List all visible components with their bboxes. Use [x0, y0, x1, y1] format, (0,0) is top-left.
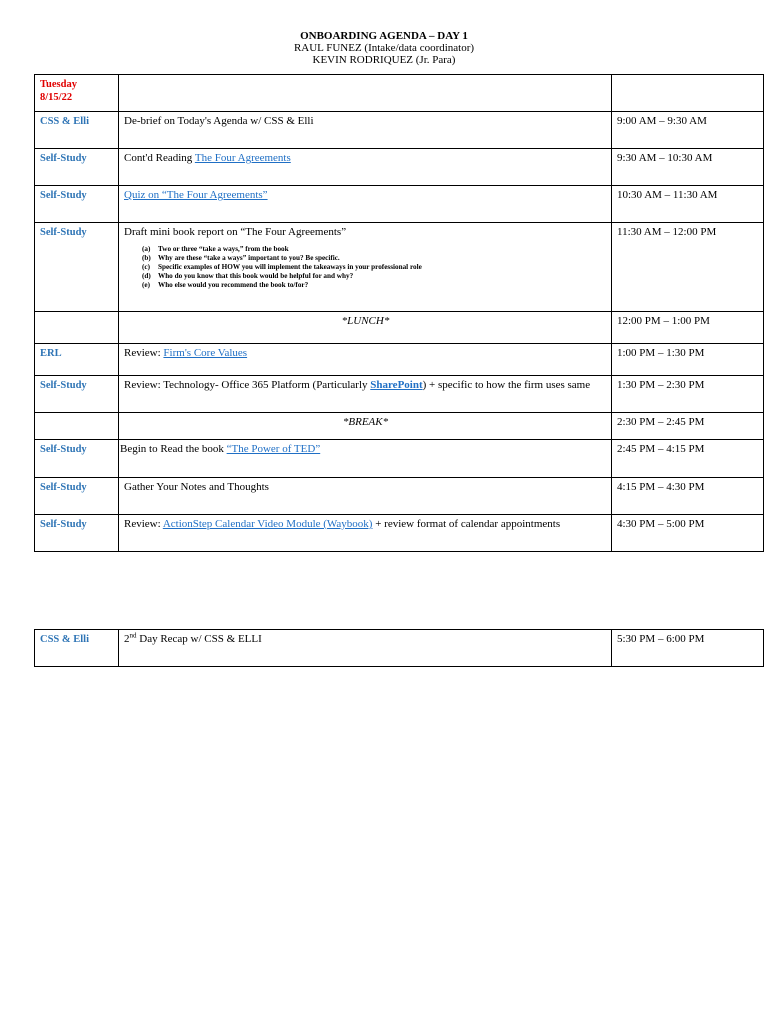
table-row — [35, 223, 764, 312]
table-row — [35, 376, 764, 413]
time-cell: 1:30 PM – 2:30 PM — [612, 376, 764, 413]
list-item: (c) Specific examples of HOW you will implement the takeaways in your professional role — [142, 263, 422, 271]
owner-label: Self-Study — [40, 519, 87, 530]
time-cell: 5:30 PM – 6:00 PM — [612, 630, 764, 667]
core-values-link[interactable]: Firm's Core Values — [163, 347, 248, 359]
document-header — [0, 30, 768, 66]
activity-cell: Cont'd Reading The Four Agreements — [119, 149, 612, 186]
activity-cell: De-brief on Today's Agenda w/ CSS & Elli — [119, 112, 612, 149]
table-row — [35, 413, 764, 440]
owner-label: ERL — [40, 348, 62, 359]
table-row — [35, 515, 764, 552]
table-row — [35, 312, 764, 344]
time-cell: 9:00 AM – 9:30 AM — [612, 112, 764, 149]
para-line: KEVIN RODRIQUEZ (Jr. Para) — [312, 54, 456, 66]
table-row — [35, 75, 764, 112]
activity-cell: Gather Your Notes and Thoughts — [119, 478, 612, 515]
table-row — [35, 112, 764, 149]
table-row — [35, 440, 764, 478]
day-label: Tuesday — [40, 79, 77, 90]
table-row — [35, 186, 764, 223]
activity-cell: Begin to Read the book “The Power of TED” — [119, 440, 612, 478]
activity-cell: Review: Technology- Office 365 Platform (Particularly SharePoint) + specific to how the firm uses same — [119, 376, 612, 413]
power-of-ted-link[interactable]: “The Power of TED” — [226, 443, 321, 455]
agenda-title: ONBOARDING AGENDA – DAY 1 — [300, 30, 468, 42]
table-row — [35, 344, 764, 376]
owner-label: Self-Study — [40, 380, 87, 391]
table-row — [35, 149, 764, 186]
activity-cell: Review: ActionStep Calendar Video Module (Waybook) + review format of calendar appointments — [119, 515, 612, 552]
time-cell: 12:00 PM – 1:00 PM — [612, 312, 764, 344]
time-cell: 11:30 AM – 12:00 PM — [612, 223, 764, 312]
owner-label: Self-Study — [40, 482, 87, 493]
actionstep-link[interactable]: ActionStep Calendar Video Module (Waybook) — [162, 518, 373, 530]
lunch-break: *LUNCH* — [119, 312, 612, 344]
quiz-link[interactable]: Quiz on “The Four Agreements” — [124, 189, 268, 201]
date-cell — [35, 75, 119, 112]
time-cell: 2:30 PM – 2:45 PM — [612, 413, 764, 440]
activity-cell: Review: Firm's Core Values — [119, 344, 612, 376]
time-cell: 4:15 PM – 4:30 PM — [612, 478, 764, 515]
owner-label: Self-Study — [40, 444, 87, 455]
time-cell: 9:30 AM – 10:30 AM — [612, 149, 764, 186]
activity-cell: Draft mini book report on “The Four Agreements” (a) Two or three “take a ways,” from the book (b) Why are these “take a ways” important to you? Be specific. (c) Specific examples of HOW you will implement the takeaways in your professional role (d) Who do you know that this book would be helpful for and why? (e) Who else would you recommend the book to/for? — [119, 223, 612, 312]
activity-cell — [119, 186, 612, 223]
table-row — [35, 630, 764, 667]
coordinator-line: RAUL FUNEZ (Intake/data coordinator) — [293, 42, 475, 54]
owner-label: Self-Study — [40, 153, 87, 164]
table-row — [35, 478, 764, 515]
list-item: (e) Who else would you recommend the book to/for? — [142, 281, 309, 289]
agenda-table — [34, 74, 764, 552]
book-report-questions — [142, 245, 607, 290]
time-cell: 4:30 PM – 5:00 PM — [612, 515, 764, 552]
recap-table — [34, 629, 764, 667]
owner-label: CSS & Elli — [40, 116, 90, 127]
list-item: (d) Who do you know that this book would be helpful for and why? — [142, 272, 354, 280]
time-cell: 10:30 AM – 11:30 AM — [612, 186, 764, 223]
short-break: *BREAK* — [119, 413, 612, 440]
list-item: (b) Why are these “take a ways” important to you? Be specific. — [142, 254, 340, 262]
activity-cell: 2nd Day Recap w/ CSS & ELLI — [119, 630, 612, 667]
list-item: (a) Two or three “take a ways,” from the book — [142, 245, 289, 253]
book-link[interactable]: The Four Agreements — [194, 152, 291, 164]
sharepoint-link[interactable]: SharePoint — [370, 379, 423, 391]
time-cell: 1:00 PM – 1:30 PM — [612, 344, 764, 376]
time-cell: 2:45 PM – 4:15 PM — [612, 440, 764, 478]
owner-label: Self-Study — [40, 227, 87, 238]
owner-label: Self-Study — [40, 190, 87, 201]
owner-label: CSS & Elli — [40, 634, 90, 645]
date-label: 8/15/22 — [40, 92, 73, 103]
